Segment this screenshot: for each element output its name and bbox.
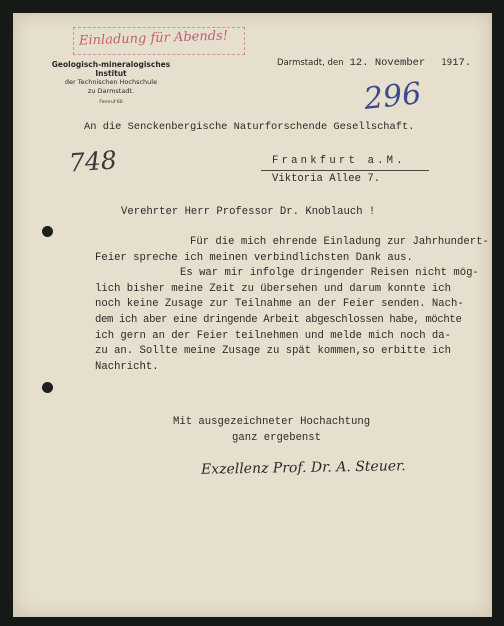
letterhead-line-5: Fernruf 60 bbox=[99, 100, 123, 105]
city-text: Frankfurt a.M. bbox=[272, 155, 406, 167]
body-line-4: lich bisher meine Zeit zu übersehen und darum konnte ich bbox=[95, 282, 452, 295]
body-line-5: noch keine Zusage zur Teilnahme an der Feier senden. Nach- bbox=[95, 298, 464, 311]
archive-number: 296 bbox=[362, 76, 423, 117]
letterhead-line-2: Institut bbox=[95, 69, 127, 78]
city-line bbox=[272, 155, 406, 167]
date-city: Darmstadt, den bbox=[277, 58, 344, 68]
body-line-3: Es war mir infolge dringender Reisen nicht mög- bbox=[180, 267, 479, 280]
reference-number: 748 bbox=[68, 145, 118, 178]
body-line-1: Für die mich ehrende Einladung zur Jahrhundert- bbox=[190, 236, 489, 248]
salutation: Verehrter Herr Professor Dr. Knoblauch ! bbox=[121, 206, 376, 218]
date-year-suffix: 17. bbox=[452, 57, 472, 69]
body-line-9: Nachricht. bbox=[95, 360, 159, 373]
date-year-prefix: 19 bbox=[441, 58, 453, 68]
annotation-box bbox=[73, 27, 245, 55]
date-line bbox=[277, 57, 471, 69]
body-line-2: Feier spreche ich meinen verbindlichsten Dank aus. bbox=[95, 251, 413, 264]
letter-sheet bbox=[13, 13, 492, 617]
body-line-8: zu an. Sollte meine Zusage zu spät kommen,so erbitte ich bbox=[95, 345, 452, 358]
handwritten-annotation-top: Einladung für Abends! bbox=[78, 28, 229, 49]
signature: Exzellenz Prof. Dr. A. Steuer. bbox=[200, 458, 406, 478]
letterhead-line-3: der Technischen Hochschule bbox=[64, 78, 158, 86]
letterhead-line-4: zu Darmstadt. bbox=[87, 87, 135, 95]
street-line: Viktoria Allee 7. bbox=[272, 173, 381, 185]
punch-hole-bottom bbox=[42, 382, 53, 393]
body-line-7: ich gern an der Feier teilnehmen und melde mich noch da- bbox=[95, 329, 452, 342]
letterhead bbox=[47, 60, 175, 107]
body-line-6: dem ich aber eine dringende Arbeit abgeschlossen habe, möchte bbox=[95, 313, 462, 326]
closing-line-2: ganz ergebenst bbox=[232, 432, 322, 444]
recipient-line: An die Senckenbergische Naturforschende Gesellschaft. bbox=[84, 121, 415, 133]
punch-hole-top bbox=[42, 226, 53, 237]
closing-line-1: Mit ausgezeichneter Hochachtung bbox=[173, 416, 371, 428]
letter-body bbox=[95, 235, 489, 375]
date-day-month: 12. November bbox=[349, 57, 426, 69]
letterhead-line-1: Geologisch-mineralogisches bbox=[51, 60, 171, 69]
city-underline bbox=[261, 170, 429, 171]
